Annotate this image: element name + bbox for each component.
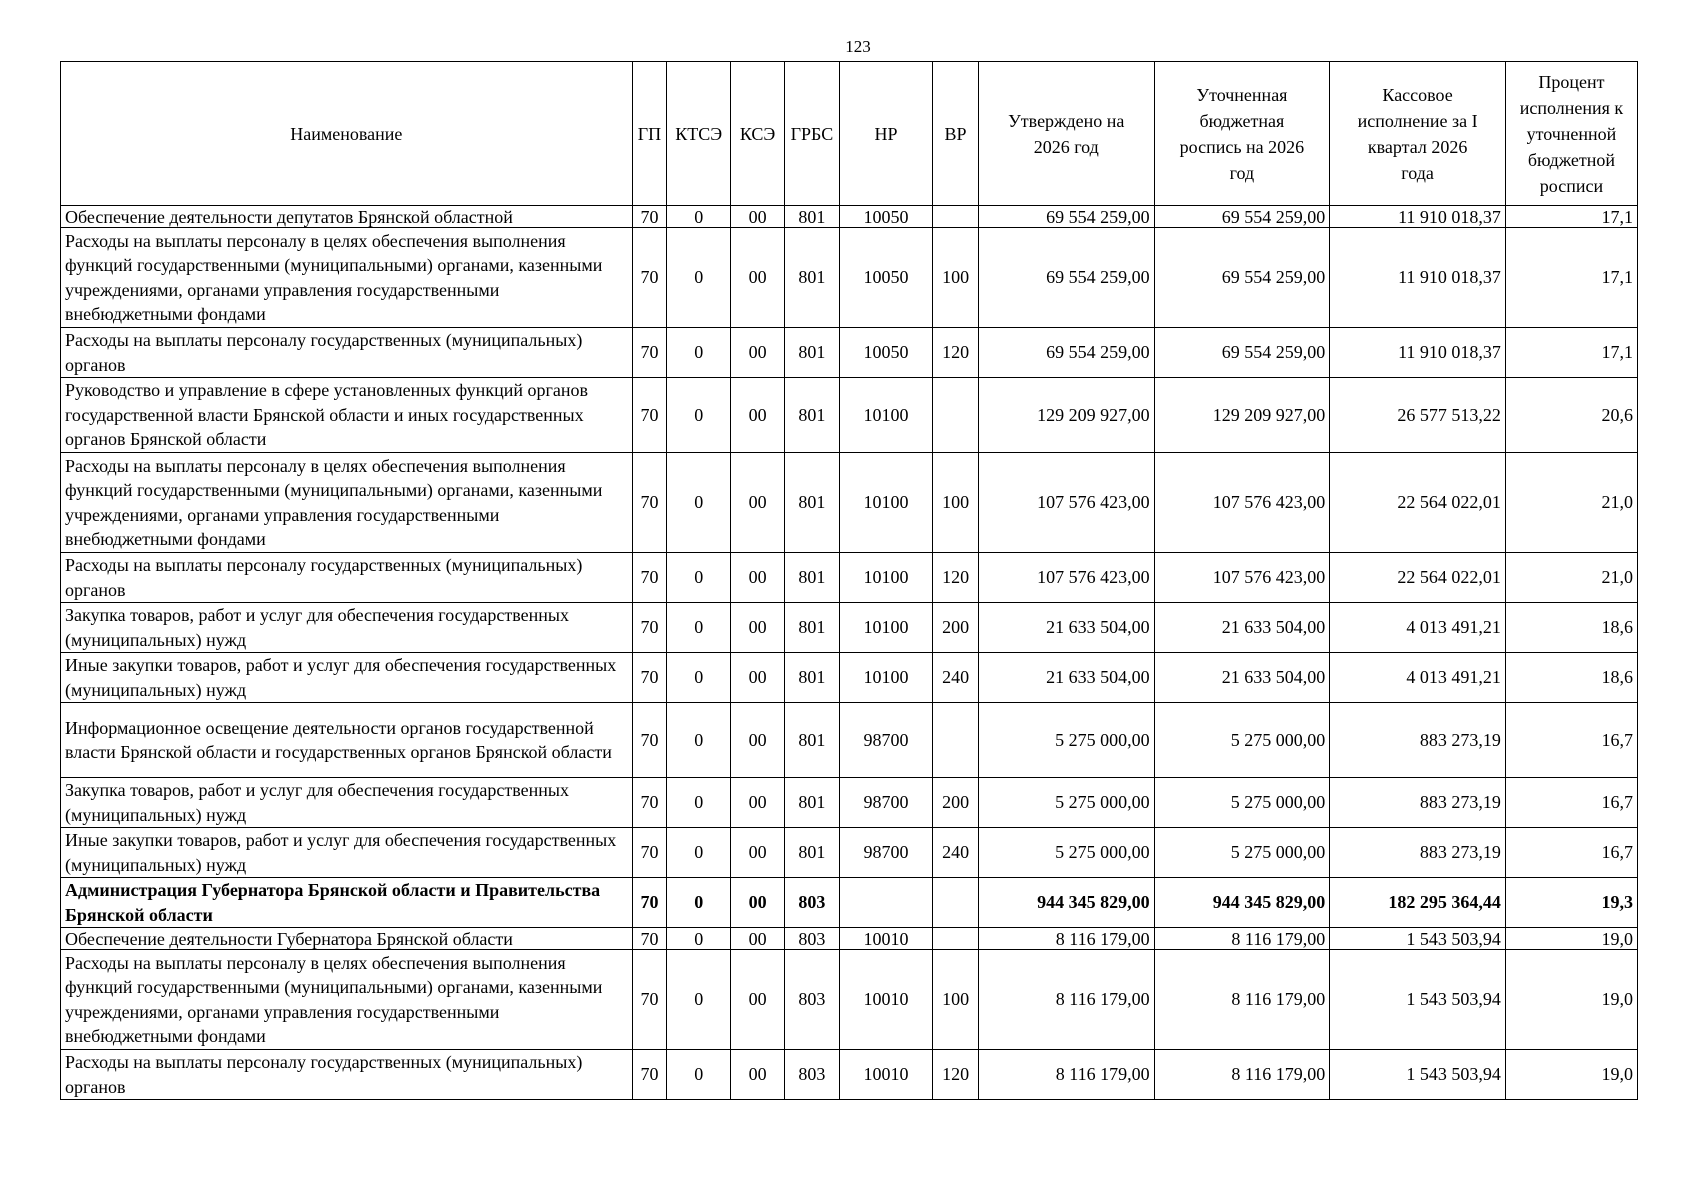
- row-revised: 69 554 259,00: [1154, 328, 1330, 378]
- row-revised: 5 275 000,00: [1154, 828, 1330, 878]
- row-cash: 883 273,19: [1330, 703, 1506, 778]
- row-cash: 26 577 513,22: [1330, 378, 1506, 453]
- row-ktse: 0: [667, 828, 731, 878]
- header-row: [61, 62, 1638, 206]
- row-vr: 240: [933, 653, 979, 703]
- row-revised: 21 633 504,00: [1154, 603, 1330, 653]
- row-grbs: 801: [784, 453, 839, 553]
- row-kse: 00: [731, 878, 785, 928]
- row-approved: 107 576 423,00: [978, 553, 1154, 603]
- row-grbs: 803: [784, 950, 839, 1050]
- row-ktse: 0: [667, 703, 731, 778]
- row-nr: [839, 878, 932, 928]
- row-nr: 10010: [839, 928, 932, 950]
- table-row: [61, 1050, 1638, 1100]
- row-kse: 00: [731, 928, 785, 950]
- row-percent: 16,7: [1505, 828, 1637, 878]
- row-gp: 70: [632, 453, 667, 553]
- row-percent: 19,3: [1505, 878, 1637, 928]
- row-gp: 70: [632, 1050, 667, 1100]
- row-gp: 70: [632, 228, 667, 328]
- row-nr: 10100: [839, 653, 932, 703]
- row-gp: 70: [632, 553, 667, 603]
- row-grbs: 801: [784, 553, 839, 603]
- row-kse: 00: [731, 603, 785, 653]
- row-name: Обеспечение деятельности Губернатора Брянской области: [61, 928, 633, 950]
- row-revised: 5 275 000,00: [1154, 778, 1330, 828]
- header-name: Наименование: [61, 62, 633, 206]
- row-ktse: 0: [667, 878, 731, 928]
- row-cash: 1 543 503,94: [1330, 1050, 1506, 1100]
- row-kse: 00: [731, 378, 785, 453]
- row-ktse: 0: [667, 653, 731, 703]
- row-grbs: 801: [784, 703, 839, 778]
- row-ktse: 0: [667, 553, 731, 603]
- row-ktse: 0: [667, 778, 731, 828]
- row-percent: 16,7: [1505, 778, 1637, 828]
- row-name: Расходы на выплаты персоналу государственных (муниципальных) органов: [61, 553, 633, 603]
- row-vr: [933, 878, 979, 928]
- row-approved: 8 116 179,00: [978, 1050, 1154, 1100]
- page-number: 123: [845, 37, 871, 56]
- row-kse: 00: [731, 228, 785, 328]
- row-gp: 70: [632, 653, 667, 703]
- row-ktse: 0: [667, 328, 731, 378]
- row-revised: 944 345 829,00: [1154, 878, 1330, 928]
- row-grbs: 801: [784, 778, 839, 828]
- row-name: Расходы на выплаты персоналу государственных (муниципальных) органов: [61, 1050, 633, 1100]
- row-ktse: 0: [667, 206, 731, 228]
- row-percent: 17,1: [1505, 328, 1637, 378]
- row-approved: 107 576 423,00: [978, 453, 1154, 553]
- row-vr: 100: [933, 950, 979, 1050]
- row-gp: 70: [632, 928, 667, 950]
- row-nr: 10050: [839, 206, 932, 228]
- row-grbs: 803: [784, 878, 839, 928]
- row-approved: 5 275 000,00: [978, 703, 1154, 778]
- row-cash: 1 543 503,94: [1330, 950, 1506, 1050]
- header-nr: НР: [839, 62, 932, 206]
- row-kse: 00: [731, 453, 785, 553]
- row-approved: 69 554 259,00: [978, 228, 1154, 328]
- row-name: Руководство и управление в сфере установленных функций органов государственной власти Брянской области и иных государственных органов Брянской области: [61, 378, 633, 453]
- table-row: [61, 378, 1638, 453]
- row-approved: 69 554 259,00: [978, 328, 1154, 378]
- row-name: Закупка товаров, работ и услуг для обеспечения государственных (муниципальных) нужд: [61, 778, 633, 828]
- row-approved: 21 633 504,00: [978, 603, 1154, 653]
- row-cash: 22 564 022,01: [1330, 453, 1506, 553]
- header-kse: КСЭ: [731, 62, 785, 206]
- row-percent: 21,0: [1505, 553, 1637, 603]
- row-revised: 107 576 423,00: [1154, 453, 1330, 553]
- row-gp: 70: [632, 703, 667, 778]
- row-nr: 98700: [839, 703, 932, 778]
- row-vr: [933, 206, 979, 228]
- row-approved: 5 275 000,00: [978, 828, 1154, 878]
- row-approved: 8 116 179,00: [978, 950, 1154, 1050]
- row-revised: 69 554 259,00: [1154, 228, 1330, 328]
- row-gp: 70: [632, 206, 667, 228]
- row-nr: 10010: [839, 950, 932, 1050]
- row-ktse: 0: [667, 928, 731, 950]
- row-kse: 00: [731, 328, 785, 378]
- row-revised: 107 576 423,00: [1154, 553, 1330, 603]
- row-nr: 10100: [839, 553, 932, 603]
- row-name: Расходы на выплаты персоналу в целях обеспечения выполнения функций государственными (муниципальными) органами, казенными учреждениями, органами управления государственными внебюджетными фондами: [61, 453, 633, 553]
- row-kse: 00: [731, 1050, 785, 1100]
- row-revised: 69 554 259,00: [1154, 206, 1330, 228]
- row-kse: 00: [731, 206, 785, 228]
- table-row: [61, 778, 1638, 828]
- budget-table: [60, 61, 1638, 1100]
- row-nr: 10100: [839, 378, 932, 453]
- row-revised: 8 116 179,00: [1154, 928, 1330, 950]
- row-gp: 70: [632, 328, 667, 378]
- row-vr: 200: [933, 778, 979, 828]
- row-percent: 19,0: [1505, 1050, 1637, 1100]
- row-grbs: 801: [784, 206, 839, 228]
- row-cash: 1 543 503,94: [1330, 928, 1506, 950]
- row-kse: 00: [731, 553, 785, 603]
- row-approved: 8 116 179,00: [978, 928, 1154, 950]
- table-row: [61, 603, 1638, 653]
- row-vr: 120: [933, 328, 979, 378]
- row-ktse: 0: [667, 228, 731, 328]
- row-name: Иные закупки товаров, работ и услуг для обеспечения государственных (муниципальных) нужд: [61, 653, 633, 703]
- row-vr: [933, 378, 979, 453]
- row-cash: 11 910 018,37: [1330, 228, 1506, 328]
- row-revised: 8 116 179,00: [1154, 950, 1330, 1050]
- table-row: [61, 828, 1638, 878]
- row-name: Информационное освещение деятельности органов государственной власти Брянской области и государственных органов Брянской области: [61, 703, 633, 778]
- row-gp: 70: [632, 878, 667, 928]
- row-revised: 5 275 000,00: [1154, 703, 1330, 778]
- row-percent: 18,6: [1505, 653, 1637, 703]
- table-row: [61, 928, 1638, 950]
- row-cash: 883 273,19: [1330, 778, 1506, 828]
- table-row: [61, 228, 1638, 328]
- row-revised: 129 209 927,00: [1154, 378, 1330, 453]
- row-vr: 240: [933, 828, 979, 878]
- row-gp: 70: [632, 603, 667, 653]
- header-percent: Процент исполнения к уточненной бюджетной росписи: [1505, 62, 1637, 206]
- table-row: [61, 653, 1638, 703]
- row-ktse: 0: [667, 950, 731, 1050]
- header-approved: Утверждено на 2026 год: [978, 62, 1154, 206]
- row-vr: 200: [933, 603, 979, 653]
- header-grbs: ГРБС: [784, 62, 839, 206]
- row-nr: 10100: [839, 603, 932, 653]
- table-row: [61, 206, 1638, 228]
- header-ktse: КТСЭ: [667, 62, 731, 206]
- table-row: [61, 328, 1638, 378]
- table-row: [61, 453, 1638, 553]
- row-kse: 00: [731, 778, 785, 828]
- row-gp: 70: [632, 828, 667, 878]
- row-ktse: 0: [667, 453, 731, 553]
- row-nr: 10100: [839, 453, 932, 553]
- row-percent: 21,0: [1505, 453, 1637, 553]
- row-grbs: 803: [784, 928, 839, 950]
- row-gp: 70: [632, 778, 667, 828]
- row-kse: 00: [731, 828, 785, 878]
- row-nr: 10050: [839, 228, 932, 328]
- row-cash: 11 910 018,37: [1330, 328, 1506, 378]
- row-gp: 70: [632, 950, 667, 1050]
- header-cash: Кассовое исполнение за I квартал 2026 года: [1330, 62, 1506, 206]
- row-grbs: 801: [784, 828, 839, 878]
- table-row: [61, 878, 1638, 928]
- row-approved: 69 554 259,00: [978, 206, 1154, 228]
- row-cash: 4 013 491,21: [1330, 603, 1506, 653]
- row-cash: 11 910 018,37: [1330, 206, 1506, 228]
- row-name: Закупка товаров, работ и услуг для обеспечения государственных (муниципальных) нужд: [61, 603, 633, 653]
- row-cash: 4 013 491,21: [1330, 653, 1506, 703]
- row-vr: 100: [933, 228, 979, 328]
- row-vr: [933, 703, 979, 778]
- row-grbs: 801: [784, 328, 839, 378]
- row-nr: 98700: [839, 828, 932, 878]
- row-cash: 883 273,19: [1330, 828, 1506, 878]
- row-ktse: 0: [667, 1050, 731, 1100]
- row-grbs: 803: [784, 1050, 839, 1100]
- row-approved: 944 345 829,00: [978, 878, 1154, 928]
- row-kse: 00: [731, 653, 785, 703]
- row-name: Обеспечение деятельности депутатов Брянской областной: [61, 206, 633, 228]
- row-ktse: 0: [667, 603, 731, 653]
- row-nr: 98700: [839, 778, 932, 828]
- row-gp: 70: [632, 378, 667, 453]
- row-nr: 10050: [839, 328, 932, 378]
- row-grbs: 801: [784, 378, 839, 453]
- row-revised: 8 116 179,00: [1154, 1050, 1330, 1100]
- row-name: Расходы на выплаты персоналу в целях обеспечения выполнения функций государственными (муниципальными) органами, казенными учреждениями, органами управления государственными внебюджетными фондами: [61, 950, 633, 1050]
- row-cash: 182 295 364,44: [1330, 878, 1506, 928]
- table-row: [61, 553, 1638, 603]
- header-gp: ГП: [632, 62, 667, 206]
- row-nr: 10010: [839, 1050, 932, 1100]
- row-ktse: 0: [667, 378, 731, 453]
- row-name: Расходы на выплаты персоналу в целях обеспечения выполнения функций государственными (муниципальными) органами, казенными учреждениями, органами управления государственными внебюджетными фондами: [61, 228, 633, 328]
- row-grbs: 801: [784, 228, 839, 328]
- row-name: Администрация Губернатора Брянской области и Правительства Брянской области: [61, 878, 633, 928]
- row-name: Иные закупки товаров, работ и услуг для обеспечения государственных (муниципальных) нужд: [61, 828, 633, 878]
- row-percent: 19,0: [1505, 928, 1637, 950]
- table-row: [61, 703, 1638, 778]
- row-name: Расходы на выплаты персоналу государственных (муниципальных) органов: [61, 328, 633, 378]
- row-grbs: 801: [784, 653, 839, 703]
- row-approved: 129 209 927,00: [978, 378, 1154, 453]
- row-vr: 120: [933, 1050, 979, 1100]
- table-row: [61, 950, 1638, 1050]
- header-vr: ВР: [933, 62, 979, 206]
- row-kse: 00: [731, 950, 785, 1050]
- row-percent: 16,7: [1505, 703, 1637, 778]
- row-percent: 18,6: [1505, 603, 1637, 653]
- header-revised: Уточненная бюджетная роспись на 2026 год: [1154, 62, 1330, 206]
- row-percent: 17,1: [1505, 228, 1637, 328]
- row-grbs: 801: [784, 603, 839, 653]
- row-vr: 100: [933, 453, 979, 553]
- row-percent: 17,1: [1505, 206, 1637, 228]
- row-vr: [933, 928, 979, 950]
- row-percent: 19,0: [1505, 950, 1637, 1050]
- row-vr: 120: [933, 553, 979, 603]
- row-approved: 21 633 504,00: [978, 653, 1154, 703]
- row-percent: 20,6: [1505, 378, 1637, 453]
- row-cash: 22 564 022,01: [1330, 553, 1506, 603]
- row-revised: 21 633 504,00: [1154, 653, 1330, 703]
- row-kse: 00: [731, 703, 785, 778]
- row-approved: 5 275 000,00: [978, 778, 1154, 828]
